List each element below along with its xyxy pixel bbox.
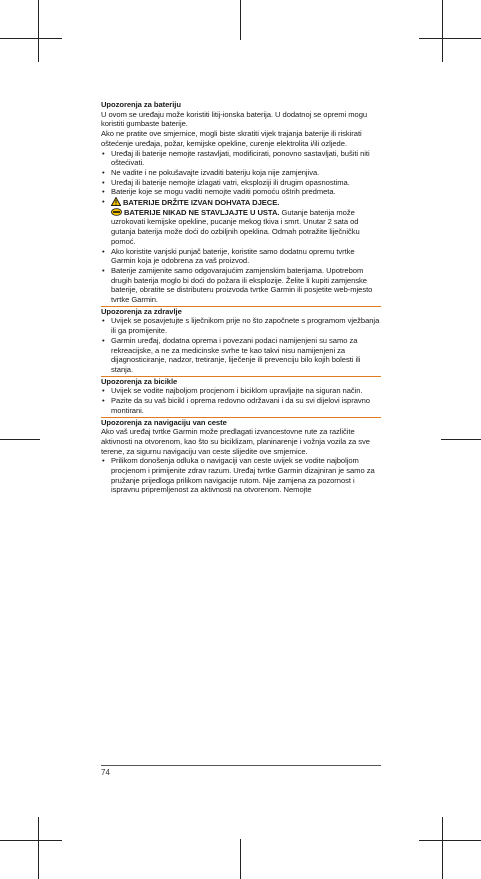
bullet-list [101,456,381,495]
crop-mark [0,439,40,440]
page-content [101,100,381,495]
section-title-battery: Upozorenja za bateriju [101,100,181,109]
bullet-icon: • [102,187,105,197]
warning-triangle-icon [111,197,121,206]
bullet-icon: • [102,456,105,466]
crop-mark [442,817,443,879]
bullet-icon: • [102,197,105,207]
crop-mark [240,0,241,40]
section-title-bicycle: Upozorenja za bicikle [101,376,178,386]
bullet-icon: • [102,265,105,275]
list-item: • Garmin uređaj, dodatna oprema i povezani podaci namijenjeni su samo za rekreacijske, a ne za medicinske svrhe te kao takvi nisu namijenjeni za dijagnosticiranje, nadzor, tretiranje, liječenje ili prevenciju bilo kojih bolesti ili stanja. [102,335,361,374]
crop-mark [419,38,481,39]
list-item: • Ne vadite i ne pokušavajte izvaditi bateriju koja nije zamjenjiva. [102,167,320,177]
crop-mark [442,0,443,62]
crop-mark [419,840,481,841]
section-title-health: Upozorenja za zdravlje [101,306,182,316]
bullet-list [101,316,381,374]
list-item: • Baterije zamijenite samo odgovarajućim zamjenskim baterijama. Upotrebom drugih baterija moglo bi doći do požara ili eksplozije. Želite li kupiti zamjenske baterije, obratite se distributeru proizvoda tvrtke Garmin ili posjetite web-mjesto tvrtke Garmin. [102,265,373,305]
crop-mark [38,0,39,62]
bullet-list [101,149,381,305]
list-item: • Prilikom donošenja odluka o navigaciji van ceste uvijek se vodite najboljom procjenom i primijenite zdrav razum. Uređaj tvrtke Garmin dizajniran je samo za pružanje prijedloga prilikom navigacije rutom. Nije zamjena za pozornost i ispravnu pripremljenost za aktivnosti na otvorenom. Nemojte [102,456,375,495]
crop-mark [441,439,481,440]
list-item: • Uvijek se posavjetujte s liječnikom prije no što započnete s programom vježbanja ili ga promijenite. [102,316,380,336]
paragraph: Ako vaš uređaj tvrtke Garmin može predlagati izvancestovne rute za različite aktivnosti na otvorenom, kao što su biciklizam, planinarenje i vožnja vozila za sve terene, za sigurnu navigaciju van ceste slijedite ove smjernice. [101,427,370,456]
warning-bold-text: BATERIJE NIKAD NE STAVLJAJTE U USTA. [124,207,280,217]
bullet-icon: • [102,177,105,187]
list-item-warning [101,197,381,247]
list-item: • Uređaj ili baterije nemojte rastavljati, modificirati, ponovno sastavljati, bušiti niti oštećivati. [102,148,370,168]
list-item: • Uvijek se vodite najboljom procjenom i biciklom upravljajte na siguran način. [102,386,363,396]
section-title-offroad: Upozorenja za navigaciju van ceste [101,417,227,427]
bullet-icon: • [102,246,105,256]
list-item: • Baterije koje se mogu vaditi nemojte vaditi pomoću oštrih predmeta. [102,187,336,197]
warning-text: Gutanje baterija može uzrokovati kemijske opekline, pucanje mekog tkiva i smrt. Unutar 2 sata od gutanja baterija može doći do ozbiljnih opeklina. Odmah potražite liječničku pomoć. [111,207,360,246]
bullet-list [101,386,381,415]
footer-divider [101,765,381,766]
paragraph: Ako ne pratite ove smjernice, mogli biste skratiti vijek trajanja baterije ili riskirati oštećenje uređaja, požar, kemijske opekline, curenje elektrolita i/ili ozljede. [101,129,362,148]
bullet-icon: • [102,386,105,396]
bullet-icon: • [102,148,105,158]
list-item: • Uređaj ili baterije nemojte izlagati vatri, eksploziji ili drugim opasnostima. [102,177,350,187]
bullet-icon: • [102,316,105,326]
paragraph: U ovom se uređaju može koristiti litij-ionska baterija. U dodatnoj se opremi mogu koristiti gumbaste baterije. [101,109,368,129]
list-item: • Ako koristite vanjski punjač baterije, koristite samo dodatnu opremu tvrtke Garmin koja je odobrena za vaš proizvod. [102,246,355,266]
list-item: • Pazite da su vaš bicikl i oprema redovno održavani i da su svi dijelovi ispravno montirani. [102,396,370,415]
warning-line: BATERIJE DRŽITE IZVAN DOHVATA DJECE. [111,198,279,207]
crop-mark [38,817,39,879]
crop-mark [0,38,62,39]
crop-mark [240,839,241,879]
bullet-icon: • [102,396,105,406]
button-battery-icon [111,208,122,216]
bullet-icon: • [102,335,105,345]
bullet-icon: • [102,167,105,177]
crop-mark [0,840,62,841]
page-number: 74 [101,768,110,777]
